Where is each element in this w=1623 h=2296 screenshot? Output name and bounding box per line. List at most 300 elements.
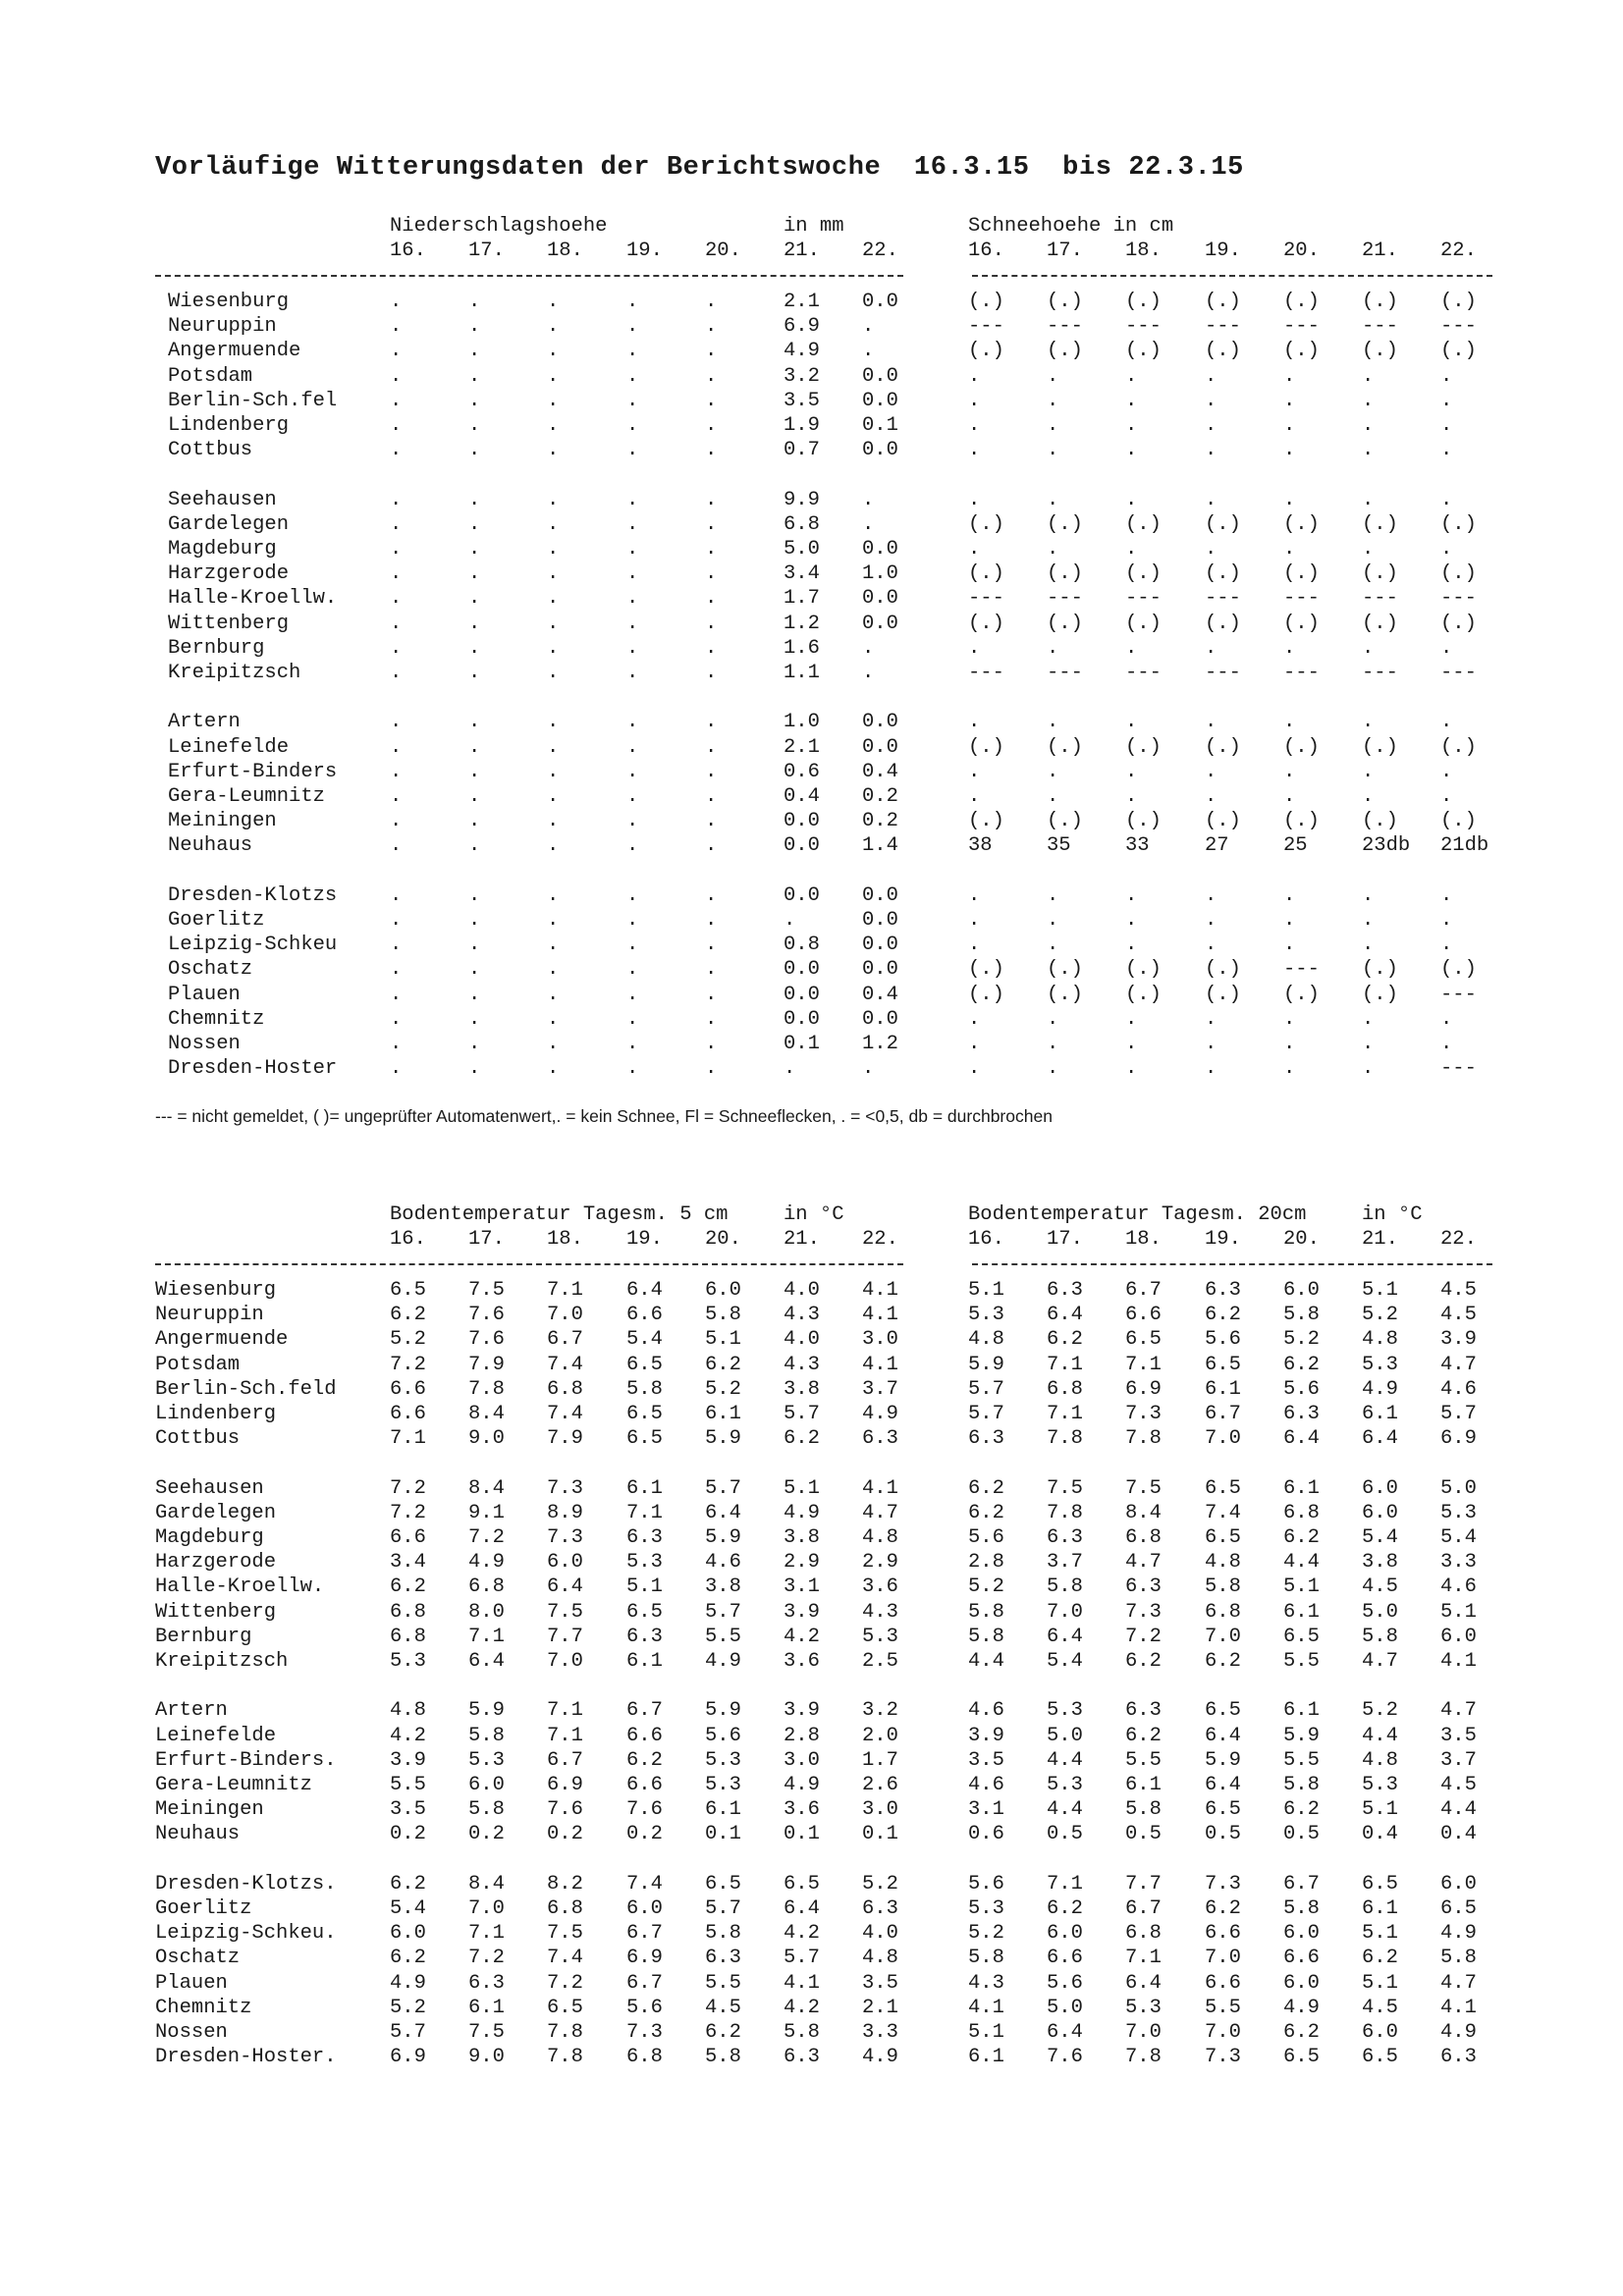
cell-value: 4.4 — [1362, 1724, 1398, 1747]
cell-value: (.) — [1440, 340, 1477, 363]
station-name: Neuhaus — [155, 1823, 241, 1846]
day-header: 17. — [1047, 1228, 1083, 1251]
cell-value: 8.2 — [547, 1872, 583, 1896]
cell-value: . — [468, 340, 481, 363]
cell-value: 6.3 — [1440, 2046, 1477, 2069]
cell-value: 6.2 — [1047, 1328, 1083, 1352]
cell-value: 1.7 — [784, 587, 820, 611]
cell-value: 4.0 — [784, 1279, 820, 1302]
cell-value: 3.1 — [968, 1798, 1004, 1822]
cell-value: 6.4 — [547, 1575, 583, 1599]
header-left-label: Niederschlagshoehe — [390, 215, 608, 238]
cell-value: . — [1205, 488, 1217, 511]
cell-value: 7.0 — [547, 1650, 583, 1673]
station-name: Nossen — [168, 1033, 241, 1055]
cell-value: . — [1125, 636, 1138, 660]
cell-value: . — [1125, 1057, 1138, 1081]
cell-value: 6.1 — [1283, 1476, 1320, 1500]
cell-value: . — [468, 612, 481, 635]
cell-value: --- — [1362, 315, 1398, 339]
cell-value: . — [705, 414, 718, 437]
cell-value: 5.9 — [968, 1353, 1004, 1376]
cell-value: (.) — [968, 958, 1004, 982]
cell-value: 0.0 — [862, 883, 898, 907]
cell-value: . — [1125, 711, 1138, 734]
cell-value: 4.5 — [1362, 1996, 1398, 2019]
station-name: Leipzig-Schkeu — [168, 934, 338, 957]
cell-value: 35 — [1047, 834, 1071, 858]
station-name: Oschatz — [168, 958, 253, 982]
cell-value: 25 — [1283, 834, 1308, 858]
cell-value: 6.0 — [1283, 1279, 1320, 1302]
cell-value: 4.1 — [862, 1353, 898, 1376]
cell-value: 6.2 — [1205, 1897, 1241, 1920]
cell-value: . — [862, 512, 875, 536]
cell-value: 5.1 — [626, 1575, 663, 1599]
cell-value: 6.5 — [1283, 2046, 1320, 2069]
cell-value: 6.3 — [1047, 1279, 1083, 1302]
cell-value: 0.0 — [862, 291, 898, 313]
cell-value: . — [626, 958, 639, 982]
day-header: 20. — [1283, 1228, 1320, 1251]
cell-value: 6.3 — [1047, 1526, 1083, 1549]
cell-value: . — [390, 315, 403, 339]
cell-value: 1.4 — [862, 834, 898, 858]
cell-value: 2.0 — [862, 1724, 898, 1747]
cell-value: 2.9 — [862, 1551, 898, 1575]
cell-value: (.) — [1205, 340, 1241, 363]
cell-value: . — [468, 439, 481, 462]
cell-value: (.) — [968, 291, 1004, 313]
cell-value: . — [968, 636, 981, 660]
cell-value: 6.5 — [626, 1600, 663, 1624]
cell-value: 6.6 — [1047, 1947, 1083, 1970]
cell-value: . — [626, 834, 639, 858]
station-name: Potsdam — [155, 1353, 241, 1376]
cell-value: . — [1362, 785, 1375, 808]
cell-value: . — [968, 414, 981, 437]
cell-value: 5.1 — [1362, 1971, 1398, 1995]
cell-value: . — [547, 958, 560, 982]
cell-value: . — [468, 636, 481, 660]
cell-value: . — [626, 1057, 639, 1081]
cell-value: 0.0 — [784, 834, 820, 858]
page-title: Vorläufige Witterungsdaten der Berichtswoche 16.3.15 bis 22.3.15 — [155, 153, 1244, 183]
cell-value: 5.2 — [1283, 1328, 1320, 1352]
day-header: 16. — [390, 1228, 426, 1251]
cell-value: . — [547, 340, 560, 363]
cell-value: . — [390, 834, 403, 858]
cell-value: 0.1 — [862, 414, 898, 437]
cell-value: . — [468, 958, 481, 982]
cell-value: . — [1362, 636, 1375, 660]
cell-value: 6.5 — [784, 1872, 820, 1896]
cell-value: 6.4 — [468, 1650, 505, 1673]
cell-value: 4.9 — [1362, 1377, 1398, 1401]
cell-value: 4.9 — [784, 340, 820, 363]
cell-value: 5.1 — [1440, 1600, 1477, 1624]
cell-value: . — [626, 662, 639, 684]
cell-value: . — [862, 340, 875, 363]
cell-value: 2.1 — [784, 291, 820, 313]
cell-value: . — [1283, 760, 1296, 783]
cell-value: 6.1 — [705, 1403, 741, 1425]
cell-value: 2.1 — [862, 1996, 898, 2019]
cell-value: 3.5 — [1440, 1724, 1477, 1747]
cell-value: 6.8 — [1283, 1501, 1320, 1524]
cell-value: 7.4 — [547, 1353, 583, 1376]
station-name: Magdeburg — [155, 1526, 264, 1549]
cell-value: 4.3 — [784, 1353, 820, 1376]
cell-value: . — [390, 291, 403, 313]
cell-value: . — [468, 1007, 481, 1031]
day-header: 18. — [547, 240, 583, 262]
cell-value: . — [626, 587, 639, 611]
cell-value: 0.4 — [1440, 1823, 1477, 1846]
cell-value: 4.5 — [1362, 1575, 1398, 1599]
cell-value: 7.0 — [1125, 2021, 1162, 2044]
cell-value: 6.6 — [390, 1377, 426, 1401]
cell-value: --- — [1205, 315, 1241, 339]
cell-value: --- — [968, 315, 1004, 339]
day-header: 16. — [968, 1228, 1004, 1251]
cell-value: (.) — [968, 983, 1004, 1006]
cell-value: . — [1125, 364, 1138, 388]
station-name: Gardelegen — [168, 512, 290, 536]
cell-value: (.) — [1047, 562, 1083, 586]
cell-value: . — [626, 983, 639, 1006]
cell-value: 4.7 — [1440, 1353, 1477, 1376]
cell-value: . — [968, 909, 981, 932]
day-header: 22. — [862, 1228, 898, 1251]
cell-value: . — [1125, 389, 1138, 412]
cell-value: 7.0 — [547, 1304, 583, 1327]
cell-value: 5.4 — [626, 1328, 663, 1352]
cell-value: 0.5 — [1205, 1823, 1241, 1846]
cell-value: (.) — [1205, 512, 1241, 536]
cell-value: . — [1283, 414, 1296, 437]
day-header: 21. — [1362, 1228, 1398, 1251]
cell-value: 4.9 — [784, 1774, 820, 1796]
cell-value: (.) — [1205, 735, 1241, 759]
cell-value: 6.2 — [1125, 1650, 1162, 1673]
cell-value: . — [968, 538, 981, 561]
cell-value: (.) — [1205, 562, 1241, 586]
cell-value: . — [1047, 883, 1059, 907]
cell-value: 1.1 — [784, 662, 820, 684]
cell-value: . — [1125, 934, 1138, 957]
cell-value: 7.3 — [547, 1526, 583, 1549]
cell-value: 3.6 — [862, 1575, 898, 1599]
cell-value: 0.2 — [626, 1823, 663, 1846]
cell-value: --- — [1440, 662, 1477, 684]
cell-value: . — [705, 883, 718, 907]
cell-value: 6.8 — [626, 2046, 663, 2069]
cell-value: 3.2 — [862, 1699, 898, 1723]
header-right-label: Bodentemperatur Tagesm. 20cm — [968, 1203, 1307, 1226]
cell-value: . — [705, 389, 718, 412]
cell-value: 7.0 — [1205, 1947, 1241, 1970]
cell-value: 5.7 — [968, 1403, 1004, 1425]
station-name: Cottbus — [155, 1427, 241, 1451]
cell-value: 6.4 — [1205, 1724, 1241, 1747]
station-name: Meiningen — [155, 1798, 264, 1822]
cell-value: 6.1 — [1283, 1699, 1320, 1723]
cell-value: 6.9 — [626, 1947, 663, 1970]
cell-value: 6.6 — [390, 1526, 426, 1549]
cell-value: 6.9 — [1125, 1377, 1162, 1401]
cell-value: 6.8 — [1205, 1600, 1241, 1624]
cell-value: 3.5 — [968, 1748, 1004, 1772]
station-name: Wittenberg — [168, 612, 290, 635]
cell-value: 0.0 — [784, 1007, 820, 1031]
cell-value: 3.5 — [784, 389, 820, 412]
cell-value: 6.7 — [1205, 1403, 1241, 1425]
cell-value: (.) — [1205, 612, 1241, 635]
cell-value: 0.0 — [862, 1007, 898, 1031]
cell-value: . — [547, 810, 560, 833]
cell-value: 7.3 — [547, 1476, 583, 1500]
cell-value: . — [1440, 488, 1453, 511]
cell-value: 4.3 — [784, 1304, 820, 1327]
cell-value: . — [1362, 1057, 1375, 1081]
cell-value: . — [1125, 785, 1138, 808]
station-name: Meiningen — [168, 810, 277, 833]
cell-value: 3.1 — [784, 1575, 820, 1599]
cell-value: (.) — [1125, 562, 1162, 586]
cell-value: 3.9 — [1440, 1328, 1477, 1352]
cell-value: 5.6 — [705, 1724, 741, 1747]
cell-value: . — [784, 909, 796, 932]
cell-value: 0.1 — [862, 1823, 898, 1846]
day-header: 21. — [1362, 240, 1398, 262]
cell-value: (.) — [1047, 340, 1083, 363]
cell-value: . — [390, 389, 403, 412]
cell-value: . — [547, 934, 560, 957]
cell-value: . — [1283, 389, 1296, 412]
cell-value: . — [862, 636, 875, 660]
separator-line — [972, 275, 1492, 277]
cell-value: 7.1 — [390, 1427, 426, 1451]
cell-value: (.) — [1440, 958, 1477, 982]
cell-value: 5.2 — [390, 1996, 426, 2019]
cell-value: . — [626, 364, 639, 388]
cell-value: . — [968, 439, 981, 462]
cell-value: 6.3 — [862, 1427, 898, 1451]
cell-value: (.) — [968, 340, 1004, 363]
cell-value: 7.5 — [547, 1922, 583, 1946]
cell-value: 3.6 — [784, 1798, 820, 1822]
cell-value: 6.3 — [626, 1625, 663, 1648]
cell-value: . — [705, 711, 718, 734]
cell-value: . — [705, 958, 718, 982]
cell-value: 6.2 — [1125, 1724, 1162, 1747]
cell-value: (.) — [1440, 735, 1477, 759]
cell-value: . — [547, 1057, 560, 1081]
station-name: Plauen — [155, 1971, 228, 1995]
cell-value: . — [626, 538, 639, 561]
cell-value: (.) — [1125, 340, 1162, 363]
day-header: 20. — [1283, 240, 1320, 262]
cell-value: 6.5 — [1362, 2046, 1398, 2069]
cell-value: . — [626, 414, 639, 437]
cell-value: 4.1 — [862, 1476, 898, 1500]
cell-value: 4.9 — [468, 1551, 505, 1575]
cell-value: . — [547, 883, 560, 907]
cell-value: . — [1362, 364, 1375, 388]
cell-value: . — [626, 883, 639, 907]
cell-value: 7.6 — [626, 1798, 663, 1822]
cell-value: . — [1283, 538, 1296, 561]
cell-value: --- — [1362, 662, 1398, 684]
cell-value: (.) — [1283, 340, 1320, 363]
cell-value: 0.4 — [862, 760, 898, 783]
cell-value: . — [1205, 414, 1217, 437]
cell-value: . — [862, 315, 875, 339]
cell-value: 6.3 — [1205, 1279, 1241, 1302]
cell-value: 5.5 — [705, 1625, 741, 1648]
cell-value: 4.8 — [390, 1699, 426, 1723]
cell-value: 5.3 — [968, 1897, 1004, 1920]
cell-value: 6.5 — [1205, 1798, 1241, 1822]
cell-value: . — [968, 488, 981, 511]
cell-value: . — [705, 439, 718, 462]
cell-value: 6.2 — [705, 1353, 741, 1376]
cell-value: . — [468, 414, 481, 437]
cell-value: . — [626, 934, 639, 957]
station-name: Harzgerode — [155, 1551, 277, 1575]
cell-value: 4.6 — [968, 1699, 1004, 1723]
cell-value: 3.5 — [862, 1971, 898, 1995]
cell-value: 7.2 — [468, 1947, 505, 1970]
separator-line — [155, 1263, 903, 1265]
cell-value: 3.7 — [862, 1377, 898, 1401]
station-name: Angermuende — [168, 340, 301, 363]
cell-value: 8.9 — [547, 1501, 583, 1524]
cell-value: 4.8 — [862, 1947, 898, 1970]
cell-value: . — [705, 538, 718, 561]
cell-value: . — [705, 364, 718, 388]
cell-value: 7.2 — [390, 1476, 426, 1500]
cell-value: 0.5 — [1047, 1823, 1083, 1846]
cell-value: . — [968, 1007, 981, 1031]
cell-value: 7.3 — [1125, 1403, 1162, 1425]
cell-value: 9.0 — [468, 1427, 505, 1451]
cell-value: 7.6 — [547, 1798, 583, 1822]
cell-value: 6.3 — [468, 1971, 505, 1995]
cell-value: 4.0 — [862, 1922, 898, 1946]
cell-value: . — [1362, 883, 1375, 907]
cell-value: . — [468, 909, 481, 932]
cell-value: 0.0 — [862, 538, 898, 561]
cell-value: 4.1 — [862, 1304, 898, 1327]
cell-value: 6.3 — [862, 1897, 898, 1920]
cell-value: . — [1047, 760, 1059, 783]
cell-value: . — [1362, 1033, 1375, 1055]
cell-value: . — [1125, 439, 1138, 462]
cell-value: 6.7 — [547, 1328, 583, 1352]
cell-value: . — [547, 538, 560, 561]
cell-value: 0.5 — [1283, 1823, 1320, 1846]
cell-value: . — [705, 834, 718, 858]
cell-value: (.) — [1283, 512, 1320, 536]
cell-value: 4.1 — [968, 1996, 1004, 2019]
cell-value: 5.6 — [968, 1872, 1004, 1896]
cell-value: (.) — [1362, 983, 1398, 1006]
cell-value: 5.4 — [390, 1897, 426, 1920]
cell-value: . — [1205, 1033, 1217, 1055]
cell-value: . — [1283, 711, 1296, 734]
cell-value: (.) — [1283, 735, 1320, 759]
cell-value: 7.1 — [1047, 1403, 1083, 1425]
cell-value: . — [705, 562, 718, 586]
cell-value: 6.1 — [1283, 1600, 1320, 1624]
cell-value: 0.4 — [784, 785, 820, 808]
cell-value: 0.2 — [390, 1823, 426, 1846]
cell-value: 9.9 — [784, 488, 820, 511]
cell-value: --- — [1125, 662, 1162, 684]
cell-value: 3.6 — [784, 1650, 820, 1673]
cell-value: 0.0 — [862, 958, 898, 982]
station-name: Wiesenburg — [168, 291, 290, 313]
cell-value: . — [1125, 883, 1138, 907]
cell-value: . — [626, 785, 639, 808]
cell-value: . — [1283, 1033, 1296, 1055]
cell-value: . — [1440, 389, 1453, 412]
cell-value: 6.1 — [705, 1798, 741, 1822]
cell-value: . — [390, 1057, 403, 1081]
cell-value: . — [1125, 538, 1138, 561]
cell-value: 0.4 — [1362, 1823, 1398, 1846]
cell-value: 33 — [1125, 834, 1150, 858]
cell-value: 0.0 — [862, 439, 898, 462]
cell-value: 7.2 — [390, 1353, 426, 1376]
cell-value: 6.6 — [1205, 1971, 1241, 1995]
station-name: Leipzig-Schkeu. — [155, 1922, 337, 1946]
cell-value: 0.6 — [968, 1823, 1004, 1846]
cell-value: . — [784, 1057, 796, 1081]
separator-line — [155, 275, 903, 277]
cell-value: . — [1440, 883, 1453, 907]
cell-value: 6.0 — [1362, 1501, 1398, 1524]
cell-value: 5.5 — [1125, 1748, 1162, 1772]
cell-value: . — [1125, 909, 1138, 932]
cell-value: 7.0 — [1205, 1427, 1241, 1451]
cell-value: (.) — [1205, 291, 1241, 313]
cell-value: 4.4 — [1047, 1748, 1083, 1772]
cell-value: (.) — [1125, 291, 1162, 313]
cell-value: . — [705, 1057, 718, 1081]
cell-value: . — [705, 983, 718, 1006]
cell-value: 5.2 — [1362, 1304, 1398, 1327]
cell-value: 7.0 — [468, 1897, 505, 1920]
cell-value: 7.4 — [547, 1947, 583, 1970]
station-name: Gardelegen — [155, 1501, 277, 1524]
station-name: Oschatz — [155, 1947, 241, 1970]
cell-value: 5.4 — [1362, 1526, 1398, 1549]
cell-value: . — [390, 810, 403, 833]
cell-value: . — [468, 934, 481, 957]
cell-value: 0.0 — [862, 735, 898, 759]
cell-value: 5.7 — [705, 1897, 741, 1920]
cell-value: 4.8 — [968, 1328, 1004, 1352]
cell-value: . — [547, 612, 560, 635]
cell-value: . — [468, 389, 481, 412]
cell-value: 6.3 — [705, 1947, 741, 1970]
cell-value: 5.8 — [626, 1377, 663, 1401]
cell-value: 8.4 — [468, 1476, 505, 1500]
cell-value: . — [968, 785, 981, 808]
